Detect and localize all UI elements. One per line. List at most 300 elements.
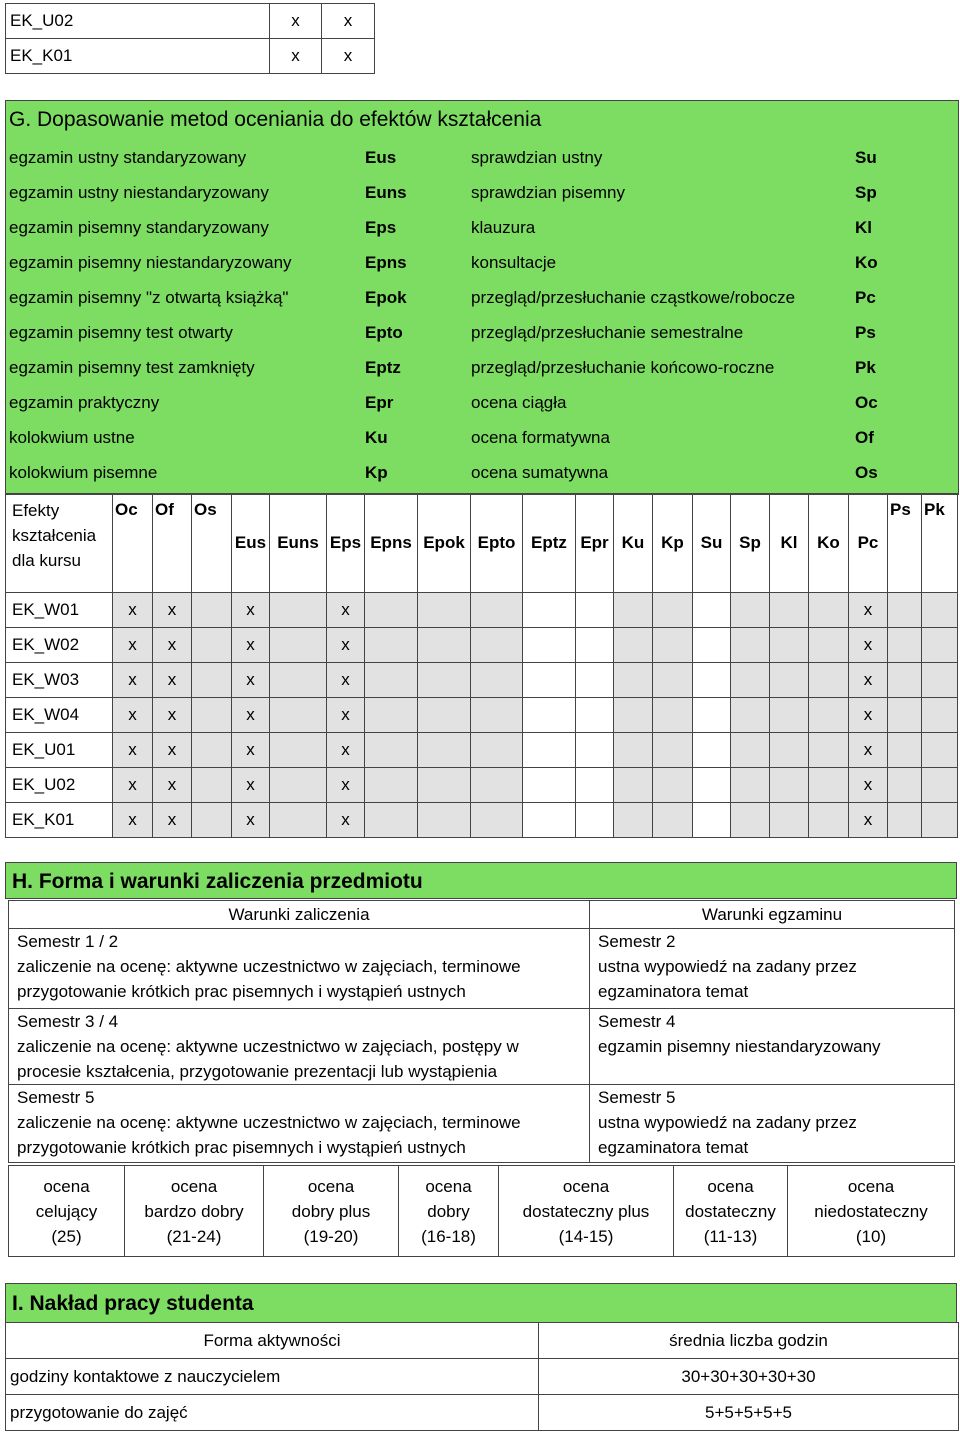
table-row bbox=[6, 39, 375, 74]
mark-cell bbox=[888, 593, 922, 628]
mark-cell bbox=[192, 768, 232, 803]
mark-cell bbox=[192, 733, 232, 768]
legend-name: egzamin praktyczny bbox=[9, 392, 160, 412]
condition-cell bbox=[9, 929, 590, 1009]
activity-header: Forma aktywności bbox=[6, 1323, 539, 1359]
mark-cell bbox=[614, 803, 653, 838]
legend-code: Sp bbox=[855, 182, 877, 202]
matrix-header bbox=[6, 494, 958, 593]
mark-cell bbox=[523, 803, 576, 838]
mark-cell bbox=[693, 663, 731, 698]
mark-cell: x bbox=[113, 733, 153, 768]
legend-name: ocena formatywna bbox=[471, 427, 610, 447]
mark-cell bbox=[693, 628, 731, 663]
mark-cell bbox=[576, 698, 614, 733]
grade-cell bbox=[788, 1166, 955, 1257]
mark-cell bbox=[192, 803, 232, 838]
legend-code: Eps bbox=[365, 217, 397, 237]
table-row bbox=[6, 4, 375, 39]
mark-cell bbox=[365, 663, 418, 698]
mark-cell bbox=[653, 628, 693, 663]
grade-name: celujący bbox=[35, 1201, 98, 1221]
mark-cell: x bbox=[327, 628, 365, 663]
hours-header: średnia liczba godzin bbox=[539, 1323, 959, 1359]
mark-cell bbox=[471, 663, 523, 698]
mark-cell bbox=[888, 768, 922, 803]
mark-cell bbox=[888, 733, 922, 768]
mark-cell: x bbox=[849, 698, 888, 733]
mark-cell: x bbox=[232, 768, 270, 803]
semester-title: Semestr 5 bbox=[598, 1088, 676, 1107]
condition-text: zaliczenie na ocenę: aktywne uczestnictwo w zajęciach, terminowe przygotowanie krótkich prac pisemnych i wystąpień ustnych bbox=[17, 957, 521, 1001]
legend-code: Su bbox=[855, 147, 877, 167]
mark-cell bbox=[888, 803, 922, 838]
mark-cell bbox=[731, 593, 770, 628]
section-g-title: G. Dopasowanie metod oceniania do efektów kształcenia bbox=[9, 108, 542, 131]
mark-cell bbox=[270, 628, 327, 663]
assessment-matrix bbox=[5, 493, 958, 838]
legend-name: egzamin pisemny standaryzowany bbox=[9, 217, 269, 237]
pass-conditions-table bbox=[8, 900, 955, 1163]
mark-cell bbox=[523, 768, 576, 803]
effect-label: EK_U01 bbox=[6, 733, 113, 768]
workload-table bbox=[5, 1322, 959, 1431]
code-header-su: Su bbox=[693, 494, 731, 593]
mark-cell bbox=[418, 593, 471, 628]
section-h-title: H. Forma i warunki zaliczenia przedmiotu bbox=[5, 862, 957, 899]
semester-title: Semestr 4 bbox=[598, 1012, 676, 1031]
mark-cell: x bbox=[153, 628, 192, 663]
mark-cell: x bbox=[327, 698, 365, 733]
grade-cell bbox=[9, 1166, 125, 1257]
grade-name: dobry bbox=[427, 1201, 470, 1221]
grade-name: bardzo dobry bbox=[144, 1201, 244, 1221]
mark-cell bbox=[365, 733, 418, 768]
legend-code: Oc bbox=[855, 392, 878, 412]
legend-name: egzamin ustny niestandaryzowany bbox=[9, 182, 269, 202]
mark-cell bbox=[192, 663, 232, 698]
mark-cell: x bbox=[849, 593, 888, 628]
mark-cell bbox=[471, 698, 523, 733]
code-header-epr: Epr bbox=[576, 494, 614, 593]
grade-word: ocena bbox=[847, 1176, 895, 1196]
semester-title: Semestr 1 / 2 bbox=[17, 932, 119, 951]
effect-label: EK_W04 bbox=[6, 698, 113, 733]
mark-cell bbox=[922, 593, 958, 628]
mark-cell bbox=[471, 593, 523, 628]
legend-name: egzamin pisemny test otwarty bbox=[9, 322, 233, 342]
legend-name: ocena sumatywna bbox=[471, 462, 609, 482]
mark-cell: x bbox=[113, 593, 153, 628]
code-header-pk: Pk bbox=[922, 494, 958, 593]
mark-cell bbox=[653, 803, 693, 838]
condition-text: zaliczenie na ocenę: aktywne uczestnictwo w zajęciach, terminowe przygotowanie krótkich prac pisemnych i wystąpień ustnych bbox=[17, 1113, 521, 1157]
code-header-ko: Ko bbox=[809, 494, 849, 593]
grade-range: (19-20) bbox=[303, 1226, 359, 1246]
exam-cell bbox=[590, 1085, 955, 1163]
grade-cell bbox=[399, 1166, 499, 1257]
mark-cell: x bbox=[270, 39, 322, 74]
mark-cell bbox=[693, 593, 731, 628]
legend-name: przegląd/przesłuchanie semestralne bbox=[471, 322, 744, 342]
mark-cell: x bbox=[849, 663, 888, 698]
mark-cell bbox=[523, 698, 576, 733]
mark-cell bbox=[418, 733, 471, 768]
grade-scale bbox=[8, 1165, 955, 1257]
legend-name: egzamin pisemny test zamknięty bbox=[9, 357, 255, 377]
prev-table bbox=[5, 3, 375, 74]
mark-cell bbox=[418, 768, 471, 803]
legend-name: przegląd/przesłuchanie cząstkowe/robocze bbox=[471, 287, 796, 307]
mark-cell: x bbox=[153, 593, 192, 628]
effect-label: EK_U02 bbox=[6, 4, 270, 39]
mark-cell: x bbox=[153, 663, 192, 698]
mark-cell: x bbox=[113, 768, 153, 803]
legend-name: kolokwium pisemne bbox=[9, 462, 158, 482]
mark-cell bbox=[471, 628, 523, 663]
grade-range: (25) bbox=[51, 1226, 82, 1246]
legend-code: Ko bbox=[855, 252, 878, 272]
legend-code: Kp bbox=[365, 462, 388, 482]
mark-cell: x bbox=[153, 768, 192, 803]
mark-cell bbox=[365, 593, 418, 628]
exam-cell bbox=[590, 1009, 955, 1085]
legend-row bbox=[5, 350, 958, 385]
effect-label: EK_W02 bbox=[6, 628, 113, 663]
grade-range: (11-13) bbox=[703, 1226, 758, 1246]
legend-code: Os bbox=[855, 462, 878, 482]
code-header-pc: Pc bbox=[849, 494, 888, 593]
mark-cell bbox=[270, 733, 327, 768]
code-header-euns: Euns bbox=[270, 494, 327, 593]
legend-code: Of bbox=[855, 427, 874, 447]
mark-cell: x bbox=[153, 698, 192, 733]
conditions-header: Warunki zaliczenia bbox=[9, 901, 590, 929]
matrix-row bbox=[6, 593, 958, 628]
legend-code: Ku bbox=[365, 427, 388, 447]
code-header-kp: Kp bbox=[653, 494, 693, 593]
mark-cell bbox=[614, 663, 653, 698]
legend-row bbox=[5, 420, 958, 455]
grade-word: ocena bbox=[170, 1176, 218, 1196]
mark-cell bbox=[922, 803, 958, 838]
condition-cell bbox=[9, 1009, 590, 1085]
mark-cell bbox=[365, 698, 418, 733]
condition-row bbox=[9, 1009, 955, 1085]
legend-code: Epns bbox=[365, 252, 407, 272]
mark-cell bbox=[614, 593, 653, 628]
grade-name: dostateczny bbox=[685, 1201, 776, 1221]
legend-code: Ps bbox=[855, 322, 876, 342]
legend-name: sprawdzian ustny bbox=[471, 147, 603, 167]
mark-cell bbox=[693, 768, 731, 803]
legend-row bbox=[5, 280, 958, 315]
legend-row bbox=[5, 455, 958, 490]
code-header-eus: Eus bbox=[232, 494, 270, 593]
mark-cell: x bbox=[849, 733, 888, 768]
mark-cell: x bbox=[327, 663, 365, 698]
legend-row bbox=[5, 245, 958, 280]
legend-code: Pc bbox=[855, 287, 876, 307]
legend-code: Pk bbox=[855, 357, 876, 377]
mark-cell bbox=[471, 803, 523, 838]
legend-name: egzamin pisemny niestandaryzowany bbox=[9, 252, 292, 272]
mark-cell bbox=[523, 593, 576, 628]
mark-cell bbox=[731, 803, 770, 838]
legend-name: przegląd/przesłuchanie końcowo-roczne bbox=[471, 357, 775, 377]
mark-cell: x bbox=[327, 733, 365, 768]
mark-cell: x bbox=[232, 698, 270, 733]
semester-title: Semestr 5 bbox=[17, 1088, 95, 1107]
exam-text: egzamin pisemny niestandaryzowany bbox=[598, 1037, 881, 1056]
code-header-ps: Ps bbox=[888, 494, 922, 593]
grade-range: (14-15) bbox=[558, 1226, 614, 1246]
effect-label: EK_K01 bbox=[6, 803, 113, 838]
legend-row bbox=[5, 385, 958, 420]
mark-cell bbox=[731, 768, 770, 803]
mark-cell: x bbox=[270, 4, 322, 39]
grade-word: ocena bbox=[425, 1176, 472, 1196]
legend-row bbox=[5, 210, 958, 245]
mark-cell bbox=[693, 803, 731, 838]
activity-label: przygotowanie do zajęć bbox=[6, 1395, 539, 1431]
mark-cell bbox=[731, 698, 770, 733]
mark-cell bbox=[576, 733, 614, 768]
exam-cell bbox=[590, 929, 955, 1009]
legend-code: Kl bbox=[855, 217, 872, 237]
mark-cell bbox=[418, 628, 471, 663]
legend-code: Eptz bbox=[365, 357, 401, 377]
mark-cell: x bbox=[153, 803, 192, 838]
hours-value: 30+30+30+30+30 bbox=[539, 1359, 959, 1395]
condition-row bbox=[9, 929, 955, 1009]
mark-cell bbox=[270, 768, 327, 803]
grade-cell bbox=[674, 1166, 788, 1257]
mark-cell bbox=[365, 803, 418, 838]
legend-code: Epto bbox=[365, 322, 403, 342]
code-header-eptz: Eptz bbox=[523, 494, 576, 593]
mark-cell bbox=[471, 768, 523, 803]
matrix-row bbox=[6, 803, 958, 838]
grade-name: dobry plus bbox=[291, 1201, 371, 1221]
mark-cell bbox=[653, 698, 693, 733]
grade-range: (10) bbox=[855, 1226, 887, 1246]
exam-text: ustna wypowiedź na zadany przez egzaminatora temat bbox=[598, 1113, 857, 1157]
mark-cell bbox=[809, 733, 849, 768]
mark-cell bbox=[693, 698, 731, 733]
mark-cell bbox=[576, 663, 614, 698]
code-header-os: Os bbox=[192, 494, 232, 593]
matrix-row bbox=[6, 768, 958, 803]
mark-cell bbox=[770, 628, 809, 663]
code-header-epok: Epok bbox=[418, 494, 471, 593]
mark-cell bbox=[809, 593, 849, 628]
mark-cell bbox=[888, 698, 922, 733]
legend-row bbox=[5, 140, 958, 175]
mark-cell bbox=[809, 698, 849, 733]
grade-cell bbox=[264, 1166, 399, 1257]
mark-cell bbox=[731, 628, 770, 663]
mark-cell: x bbox=[232, 803, 270, 838]
mark-cell bbox=[192, 593, 232, 628]
mark-cell bbox=[922, 768, 958, 803]
mark-cell bbox=[418, 698, 471, 733]
effect-label: EK_W03 bbox=[6, 663, 113, 698]
legend-name: kolokwium ustne bbox=[9, 427, 135, 447]
hours-value: 5+5+5+5+5 bbox=[539, 1395, 959, 1431]
code-header-eps: Eps bbox=[327, 494, 365, 593]
mark-cell bbox=[809, 628, 849, 663]
grade-row bbox=[9, 1166, 955, 1257]
exam-text: ustna wypowiedź na zadany przez egzaminatora temat bbox=[598, 957, 857, 1001]
code-header-sp: Sp bbox=[731, 494, 770, 593]
matrix-row bbox=[6, 733, 958, 768]
mark-cell bbox=[770, 593, 809, 628]
mark-cell bbox=[888, 663, 922, 698]
code-header-ku: Ku bbox=[614, 494, 653, 593]
grade-word: ocena bbox=[43, 1176, 90, 1196]
mark-cell: x bbox=[322, 4, 375, 39]
legend-row bbox=[5, 175, 958, 210]
mark-cell: x bbox=[113, 628, 153, 663]
workload-row bbox=[6, 1359, 959, 1395]
mark-cell bbox=[365, 768, 418, 803]
code-header-epns: Epns bbox=[365, 494, 418, 593]
mark-cell: x bbox=[153, 733, 192, 768]
mark-cell bbox=[770, 803, 809, 838]
mark-cell: x bbox=[327, 768, 365, 803]
mark-cell: x bbox=[849, 628, 888, 663]
mark-cell: x bbox=[232, 593, 270, 628]
mark-cell bbox=[731, 733, 770, 768]
mark-cell bbox=[270, 593, 327, 628]
code-header-of: Of bbox=[153, 494, 192, 593]
grade-range: (21-24) bbox=[166, 1226, 222, 1246]
mark-cell bbox=[888, 628, 922, 663]
mark-cell bbox=[471, 733, 523, 768]
mark-cell bbox=[693, 733, 731, 768]
grade-word: ocena bbox=[307, 1176, 355, 1196]
mark-cell: x bbox=[113, 803, 153, 838]
legend-code: Eus bbox=[365, 147, 397, 167]
legend-name: klauzura bbox=[471, 217, 536, 237]
mark-cell bbox=[614, 698, 653, 733]
legend-code: Euns bbox=[365, 182, 407, 202]
mark-cell bbox=[922, 698, 958, 733]
matrix-row bbox=[6, 628, 958, 663]
mark-cell bbox=[770, 663, 809, 698]
mark-cell: x bbox=[322, 39, 375, 74]
code-header-kl: Kl bbox=[770, 494, 809, 593]
mark-cell bbox=[523, 628, 576, 663]
mark-cell bbox=[192, 628, 232, 663]
mark-cell bbox=[770, 768, 809, 803]
legend-code: Epr bbox=[365, 392, 394, 412]
mark-cell bbox=[418, 803, 471, 838]
grade-name: dostateczny plus bbox=[522, 1201, 650, 1221]
mark-cell bbox=[576, 628, 614, 663]
legend-code: Epok bbox=[365, 287, 407, 307]
legend-name: sprawdzian pisemny bbox=[471, 182, 626, 202]
mark-cell bbox=[614, 628, 653, 663]
exam-conditions-header: Warunki egzaminu bbox=[590, 901, 955, 929]
mark-cell: x bbox=[232, 628, 270, 663]
matrix-row bbox=[6, 698, 958, 733]
legend-row bbox=[5, 315, 958, 350]
mark-cell: x bbox=[327, 803, 365, 838]
mark-cell bbox=[270, 803, 327, 838]
assessment-legend bbox=[5, 100, 958, 490]
semester-title: Semestr 2 bbox=[598, 932, 676, 951]
mark-cell bbox=[270, 698, 327, 733]
grade-cell bbox=[125, 1166, 264, 1257]
mark-cell bbox=[653, 768, 693, 803]
mark-cell bbox=[653, 593, 693, 628]
mark-cell bbox=[523, 663, 576, 698]
code-header-oc: Oc bbox=[113, 494, 153, 593]
grade-word: ocena bbox=[562, 1176, 610, 1196]
mark-cell: x bbox=[113, 663, 153, 698]
grade-cell bbox=[499, 1166, 674, 1257]
code-header-epto: Epto bbox=[471, 494, 523, 593]
mark-cell bbox=[614, 733, 653, 768]
mark-cell bbox=[365, 628, 418, 663]
effect-label: EK_K01 bbox=[6, 39, 270, 74]
grade-range: (16-18) bbox=[421, 1226, 476, 1246]
mark-cell bbox=[922, 733, 958, 768]
mark-cell bbox=[809, 803, 849, 838]
effect-label: EK_U02 bbox=[6, 768, 113, 803]
mark-cell bbox=[653, 663, 693, 698]
mark-cell: x bbox=[849, 768, 888, 803]
workload-header bbox=[6, 1323, 959, 1359]
activity-label: godziny kontaktowe z nauczycielem bbox=[6, 1359, 539, 1395]
condition-cell bbox=[9, 1085, 590, 1163]
mark-cell bbox=[922, 663, 958, 698]
mark-cell bbox=[192, 698, 232, 733]
effects-header: Efekty kształcenia dla kursu bbox=[6, 494, 113, 593]
mark-cell bbox=[418, 663, 471, 698]
matrix-row bbox=[6, 663, 958, 698]
condition-text: zaliczenie na ocenę: aktywne uczestnictwo w zajęciach, postępy w procesie kształcenia, przygotowanie prezentacji lub wystąpienia bbox=[17, 1037, 519, 1081]
mark-cell bbox=[270, 663, 327, 698]
legend-name: konsultacje bbox=[471, 252, 557, 272]
legend-name: egzamin ustny standaryzowany bbox=[9, 147, 247, 167]
mark-cell bbox=[523, 733, 576, 768]
grade-word: ocena bbox=[707, 1176, 754, 1196]
condition-row bbox=[9, 1085, 955, 1163]
mark-cell: x bbox=[849, 803, 888, 838]
mark-cell bbox=[731, 663, 770, 698]
workload-row bbox=[6, 1395, 959, 1431]
semester-title: Semestr 3 / 4 bbox=[17, 1012, 119, 1031]
mark-cell: x bbox=[327, 593, 365, 628]
mark-cell bbox=[576, 768, 614, 803]
legend-name: egzamin pisemny "z otwartą książką" bbox=[9, 287, 289, 307]
mark-cell: x bbox=[232, 733, 270, 768]
mark-cell bbox=[653, 733, 693, 768]
mark-cell: x bbox=[113, 698, 153, 733]
mark-cell bbox=[614, 768, 653, 803]
mark-cell bbox=[770, 698, 809, 733]
mark-cell bbox=[809, 663, 849, 698]
mark-cell: x bbox=[232, 663, 270, 698]
section-i-title: I. Nakład pracy studenta bbox=[5, 1283, 957, 1323]
mark-cell bbox=[576, 593, 614, 628]
legend-name: ocena ciągła bbox=[471, 392, 567, 412]
mark-cell bbox=[576, 803, 614, 838]
mark-cell bbox=[770, 733, 809, 768]
